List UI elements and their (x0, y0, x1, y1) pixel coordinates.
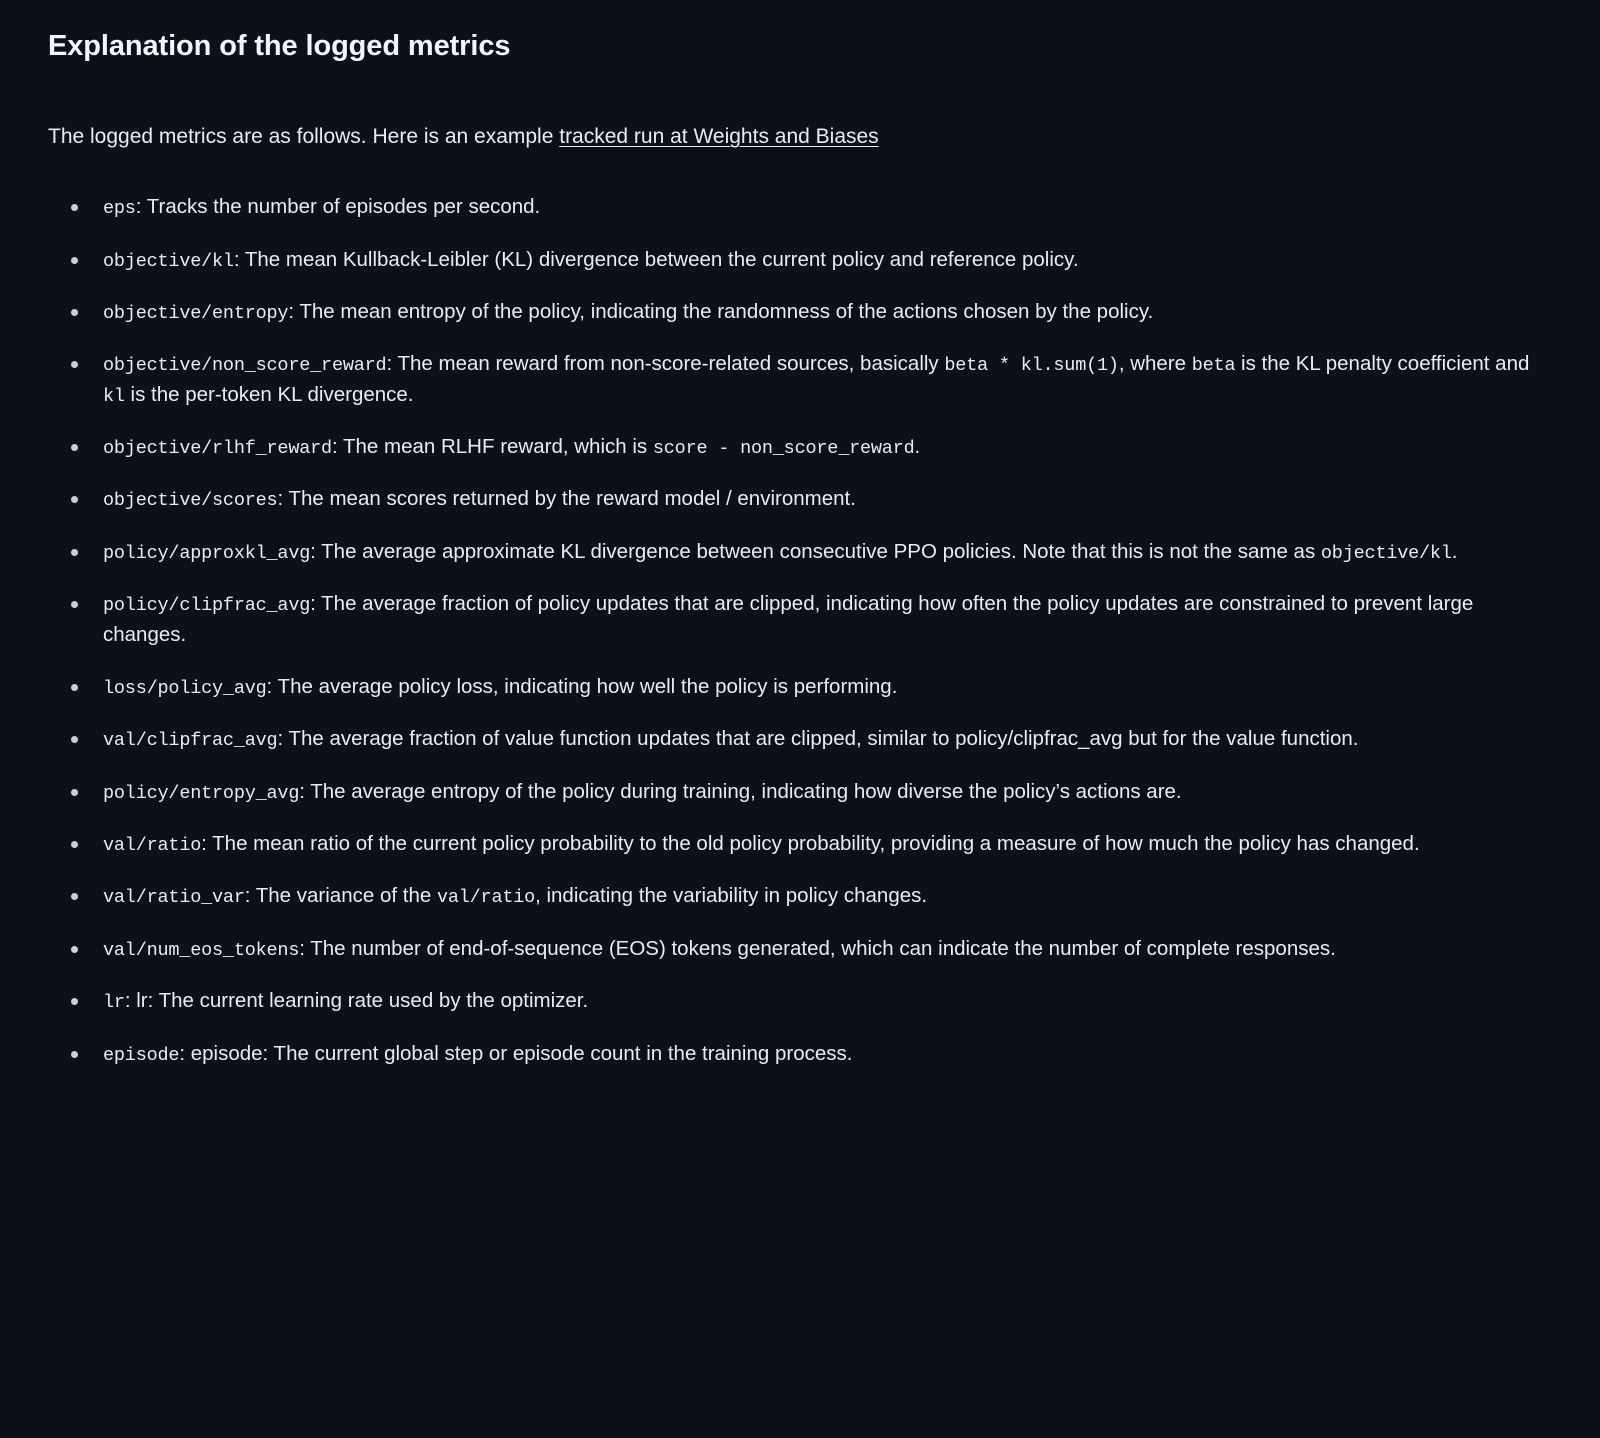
metric-name: objective/non_score_reward (103, 355, 387, 377)
inline-code: beta * kl.sum(1) (944, 355, 1119, 377)
metric-description: . (1451, 539, 1458, 563)
metric-description: : The average approximate KL divergence between consecutive PPO policies. Note that this is not the same as (310, 539, 1321, 563)
metric-list-item (48, 192, 1533, 222)
metric-description: : The mean reward from non-score-related sources, basically (386, 352, 945, 376)
inline-code: kl (103, 385, 125, 407)
metric-description: , where (1118, 352, 1192, 376)
metric-description: : The mean entropy of the policy, indicating the randomness of the actions chosen by the policy. (288, 299, 1154, 323)
metric-description: : The average fraction of value function updates that are clipped, similar to policy/clipfrac_avg but for the value function. (277, 727, 1359, 751)
metric-list-item (48, 986, 1533, 1016)
metric-name: val/num_eos_tokens (103, 939, 300, 961)
metric-list-item (48, 297, 1533, 327)
metric-name: lr (103, 992, 125, 1014)
metric-description: : The mean scores returned by the reward model / environment. (277, 487, 856, 511)
metric-description: : episode: The current global step or episode count in the training process. (179, 1041, 853, 1065)
inline-code: score - non_score_reward (652, 438, 915, 460)
inline-code: beta (1191, 355, 1236, 377)
metric-description: is the KL penalty coefficient and (1235, 352, 1530, 376)
intro-text-before-link: The logged metrics are as follows. Here is an example (48, 124, 560, 148)
metric-description: : The number of end-of-sequence (EOS) tokens generated, which can indicate the number of complete responses. (299, 936, 1336, 960)
metric-list-item (48, 934, 1533, 964)
metric-description: : lr: The current learning rate used by the optimizer. (124, 989, 589, 1013)
metric-list-item (48, 829, 1533, 859)
metric-name: loss/policy_avg (103, 677, 267, 699)
intro-paragraph (48, 121, 1544, 153)
metric-list-item (48, 589, 1533, 650)
metric-list-item (48, 484, 1533, 514)
metric-list-item (48, 724, 1533, 754)
metric-name: eps (103, 198, 136, 220)
metric-name: objective/entropy (103, 302, 289, 324)
metric-description: . (914, 435, 921, 459)
metric-list-item (48, 537, 1533, 567)
inline-code: objective/kl (1320, 542, 1452, 564)
metric-list-item (48, 245, 1533, 275)
metric-description: : The mean RLHF reward, which is (331, 435, 653, 459)
metrics-list (48, 192, 1544, 1069)
metric-name: val/ratio_var (103, 887, 245, 909)
metric-list-item (48, 1039, 1533, 1069)
metric-description: : The mean Kullback-Leibler (KL) divergence between the current policy and reference policy. (233, 247, 1079, 271)
inline-code: val/ratio (436, 887, 536, 909)
metric-name: policy/approxkl_avg (103, 542, 311, 564)
tracked-run-link[interactable]: tracked run at Weights and Biases (559, 124, 879, 148)
metric-name: episode (103, 1044, 180, 1066)
metric-description: : The mean ratio of the current policy probability to the old policy probability, providing a measure of how much the policy has changed. (201, 832, 1420, 856)
metric-name: objective/rlhf_reward (103, 438, 332, 460)
metric-description: : The variance of the (244, 884, 437, 908)
metric-list-item (48, 672, 1533, 702)
metric-list-item (48, 432, 1533, 462)
metric-description: , indicating the variability in policy changes. (535, 884, 928, 908)
metric-description: : The average fraction of policy updates that are clipped, indicating how often the policy updates are constrained to prevent large changes. (103, 592, 1474, 646)
metric-list-item (48, 881, 1533, 911)
metric-description: : The average entropy of the policy during training, indicating how diverse the policy’s actions are. (299, 779, 1182, 803)
metric-name: policy/entropy_avg (103, 782, 300, 804)
metric-name: objective/scores (103, 490, 278, 512)
metric-list-item (48, 777, 1533, 807)
metric-name: policy/clipfrac_avg (103, 595, 311, 617)
metric-description: : Tracks the number of episodes per second. (135, 195, 541, 219)
metric-name: objective/kl (103, 250, 234, 272)
metric-description: : The average policy loss, indicating how well the policy is performing. (266, 674, 898, 698)
metric-name: val/ratio (103, 835, 202, 857)
metric-name: val/clipfrac_avg (103, 730, 278, 752)
metric-list-item (48, 349, 1533, 410)
metric-description: is the per-token KL divergence. (124, 382, 414, 406)
page-title: Explanation of the logged metrics (48, 30, 511, 62)
